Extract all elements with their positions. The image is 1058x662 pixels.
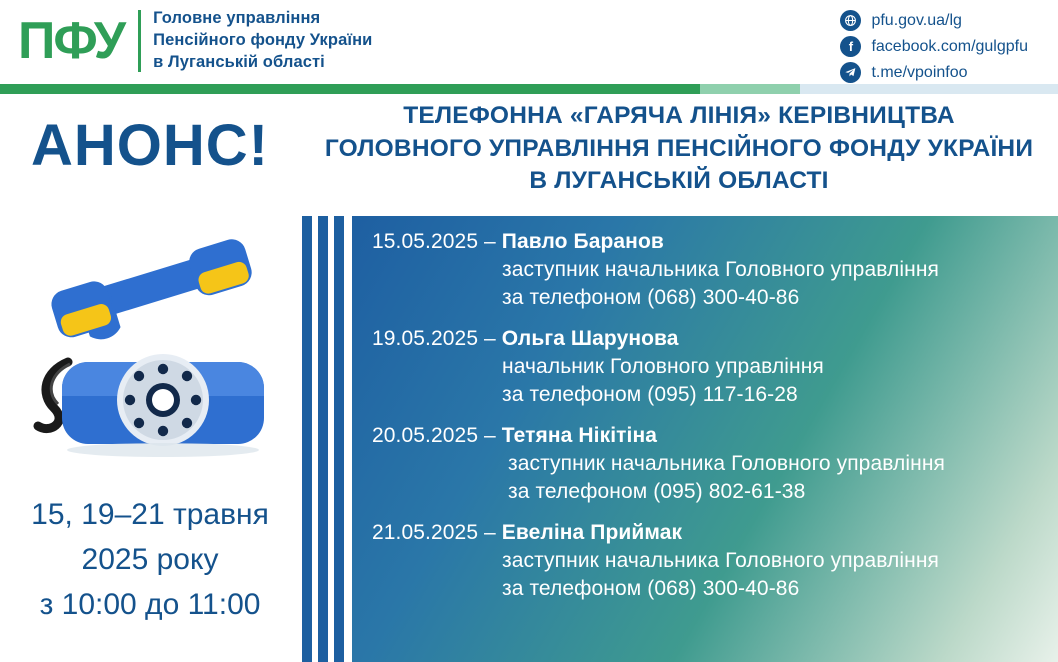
contact-website-text: pfu.gov.ua/lg: [871, 11, 962, 29]
list-item: [372, 327, 1038, 407]
schedule-entry-heading: [372, 230, 1038, 254]
hotline-title-line-2: ГОЛОВНОГО УПРАВЛІННЯ ПЕНСІЙНОГО ФОНДУ УКРАЇНИ: [324, 134, 1034, 162]
hotline-title: [300, 100, 1058, 198]
schedule-entry-name: Павло Баранов: [501, 230, 664, 253]
schedule-entry-date: 15.05.2025 –: [372, 230, 502, 253]
contact-list: [840, 10, 1028, 83]
contact-telegram[interactable]: [840, 62, 1028, 83]
schedule-entry-position: заступник начальника Головного управління: [502, 258, 939, 281]
schedule-entry-heading: [372, 327, 1038, 351]
schedule-entry-name: Ольга Шарунова: [501, 327, 679, 350]
list-item: [372, 521, 1038, 601]
dates-block: [0, 492, 300, 627]
decorative-bar-3: [334, 216, 344, 662]
stripe-light-blue: [800, 84, 1058, 94]
header: [0, 0, 1058, 88]
decorative-bar-1: [302, 216, 312, 662]
stripe-green: [0, 84, 700, 94]
retro-phone-illustration: [10, 212, 295, 462]
schedule-entry-phone: за телефоном (068) 300-40-86: [502, 286, 800, 309]
schedule-entry-phone: за телефоном (095) 802-61-38: [508, 480, 806, 503]
schedule-panel: [300, 216, 1058, 662]
schedule-list: [352, 216, 1058, 662]
schedule-entry-heading: [372, 424, 1038, 448]
decorative-bars: [300, 216, 352, 662]
schedule-entry-name: Евеліна Приймак: [501, 521, 683, 544]
hotline-title-line-3: В ЛУГАНСЬКІЙ ОБЛАСТІ: [529, 167, 829, 195]
org-line-2: Пенсійного фонду України: [153, 30, 373, 49]
dates-line-1: 15, 19–21 травня: [31, 498, 269, 531]
dates-line-2: 2025 року: [81, 543, 219, 576]
organization-name: [153, 8, 372, 73]
contact-telegram-text: t.me/vpoinfoo: [871, 63, 968, 81]
logo-abbreviation: ПФУ: [18, 11, 125, 70]
telegram-icon: [840, 62, 861, 83]
contact-facebook[interactable]: [840, 36, 1028, 57]
list-item: [372, 230, 1038, 310]
globe-icon: [840, 10, 861, 31]
org-line-3: в Луганській області: [153, 52, 325, 71]
schedule-entry-phone: за телефоном (095) 117-16-28: [502, 383, 798, 406]
schedule-entry-position: начальник Головного управління: [502, 355, 824, 378]
org-line-1: Головне управління: [153, 9, 321, 27]
hotline-title-line-1: ТЕЛЕФОННА «ГАРЯЧА ЛІНІЯ» КЕРІВНИЦТВА: [403, 102, 955, 129]
schedule-entry-position: заступник начальника Головного управління: [508, 452, 945, 475]
facebook-icon: f: [840, 36, 861, 57]
schedule-entry-date: 19.05.2025 –: [372, 327, 502, 350]
logo-divider: [138, 10, 141, 72]
schedule-entry-date: 20.05.2025 –: [372, 424, 502, 447]
stripe-light-green: [700, 84, 800, 94]
contact-website[interactable]: [840, 10, 1028, 31]
schedule-entry-name: Тетяна Нікітіна: [501, 424, 658, 447]
left-column: [0, 94, 300, 662]
schedule-entry-heading: [372, 521, 1038, 545]
list-item: [372, 424, 1038, 504]
announcement-title: АНОНС!: [31, 113, 269, 178]
schedule-entry-position: заступник начальника Головного управління: [502, 549, 939, 572]
header-stripe: [0, 84, 1058, 94]
schedule-entry-phone: за телефоном (068) 300-40-86: [502, 577, 800, 600]
dates-line-3: з 10:00 до 11:00: [39, 588, 261, 621]
schedule-entry-date: 21.05.2025 –: [372, 521, 502, 544]
contact-facebook-text: facebook.com/gulgpfu: [871, 37, 1028, 55]
organization-logo: [18, 8, 372, 73]
decorative-bar-2: [318, 216, 328, 662]
